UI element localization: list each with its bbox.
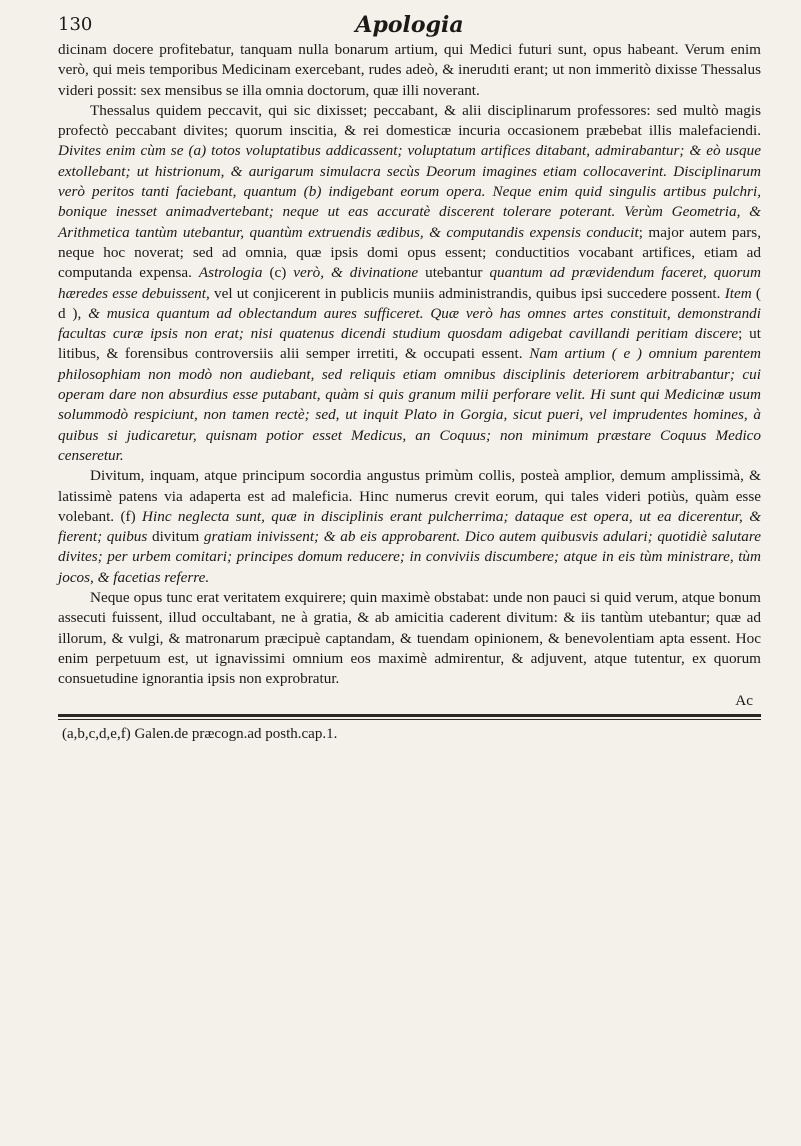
italic-text: Item	[724, 284, 752, 302]
italic-text: & musica quantum ad oblectandum aures sufficeret. Quæ verò has omnes artes constituit, demonstrandi facultas curæ ipsis non erat; nisi quatenus dicendi studium quosdam adigebat cavillandi peritiam discere	[58, 304, 761, 343]
text-run: dicinam docere profitebatur, tanquam nulla bonarum artium, qui Medici futuri sunt, opus habeant. Verum enim verò, qui meis temporibus Medicinam exercebant, rudes adeò, & inerudıti erant; ut non immeritò dixisse Thessalus videri possit: sex mensibus se illa omnia doctorum, quæ illi noverant.	[58, 41, 761, 99]
text-run: Thessalus quidem peccavit, qui sic dixisset; peccabant, & alii disciplinarum professores: sed multò magis profectò peccabant divites; quorum inscitia, & rei domesticæ incuria occasionem præbebat illis malefaciendi.	[58, 101, 761, 140]
italic-text: Nam artium ( e ) omnium parentem philosophiam non modò non audiebant, sed reliquis etiam omnibus disciplinis deteriorem arbitrabantur; cui operam dare non absurdius esse putabant, quàm si quis granum milii perforare velit. Hi sunt qui Medicinæ usum solummodò respiciunt, non tamen rectè; sed, ut inquit Plato in Gorgia, sicut pueri, vel imprudentes homines, à quibus si judicaretur, quisnam potior esset Medicus, an Coquus; non minimum præstare Coquus Medico censeretur.	[58, 345, 761, 464]
footnote-rule	[58, 714, 761, 717]
text-run: (c)	[262, 264, 294, 282]
footnote: (a,b,c,d,e,f) Galen.de præcogn.ad posth.cap.1.	[62, 725, 338, 742]
italic-text: Hinc neglecta sunt, quæ in disciplinis erant pulcherrima; dataque est opera, ut ea dicerentur, & fierent; quibus	[58, 507, 762, 546]
italic-text: Divites enim cùm se (a) totos voluptatibus addicassent; voluptatum artifices ditabant, admirabantur; & eò usque extollebant; ut histrionum, & aurigarum simulacra secùs Deorum imagines etiam collocaverint. Disciplinarum verò peritos tanti faciebant, quantum (b) indigebant eorum opera. Neque enim quid singulis artibus pulchri, bonique inesset animadvertebant; neque ut eas accuratè discerent tolerare poterant. Verùm Geometria, & Arithmetica tantùm utebantur, quantùm extruendis ædibus, & computandis expensis conducit	[58, 142, 761, 241]
italic-text: gratiam inivissent; & ab eis approbarent. Dico autem quibusvis adulari; quotidiè salutare divites; per urbem comitari; principes domum reducere; in conviviis discumbere; atque in eis tùm ministrare, tùm jocos, & facetias referre.	[58, 528, 761, 586]
text-run: Divitum, inquam, atque principum socordia angustus primùm collis, posteà amplior, demum amplissimà, & latissimè patens via adaperta est ad maleficia. Hinc numerus crevit eorum, qui tales videri potiùs, quàm esse volebant. (f)	[58, 467, 761, 525]
page-number: 130	[58, 14, 93, 35]
text-run: utebantur	[418, 264, 490, 282]
italic-text: verò, & divinatione	[293, 264, 419, 282]
text-run: , vel ut conjicerent in publicis muniis administrandis, quibus ipsi succedere possent.	[205, 284, 725, 302]
paragraph	[58, 101, 761, 466]
text-run: ; ut litibus, & forensibus controversiis alii semper irretiti, & occupati essent.	[58, 325, 761, 363]
paragraph	[58, 466, 761, 588]
text-run: ; major autem pars, neque hoc noverat; sed ad omnia, quæ ipsis domi opus essent; conductitios vocabant artifices, etiam ad computanda expensa.	[58, 223, 761, 282]
text-run: ( d ),	[58, 284, 761, 322]
italic-text: quantum ad prævidendum faceret, quorum hæredes esse debuissent	[58, 264, 761, 302]
text-run: Neque opus tunc erat veritatem exquirere; quin maximè obstabat: unde non pauci si quid verum, atque bonum assecuti fuissent, illud occultabant, ne à gratia, & ab amicitia caderent divitum: & iis tantùm utebantur; quæ ad illorum, & vulgi, & matronarum præcipuè captandam, & tuendam opinionem, & benevolentiam apta essent. Hoc enim perpetuum est, ut ignavissimi omnium eos maximè admirentur, & adjuvent, atque tutentur, ex quorum consuetudine ignorantia ipsis non exprobratur.	[58, 589, 761, 688]
text-run: divitum	[147, 528, 204, 546]
body-text	[58, 40, 761, 690]
running-title: Apologia	[355, 12, 464, 38]
page-header	[58, 14, 761, 40]
paragraph	[58, 588, 761, 689]
catchword: Ac	[735, 691, 753, 709]
paragraph	[58, 40, 761, 101]
footnote-rule-thin	[58, 719, 761, 720]
italic-text: Astrologia	[198, 264, 263, 282]
